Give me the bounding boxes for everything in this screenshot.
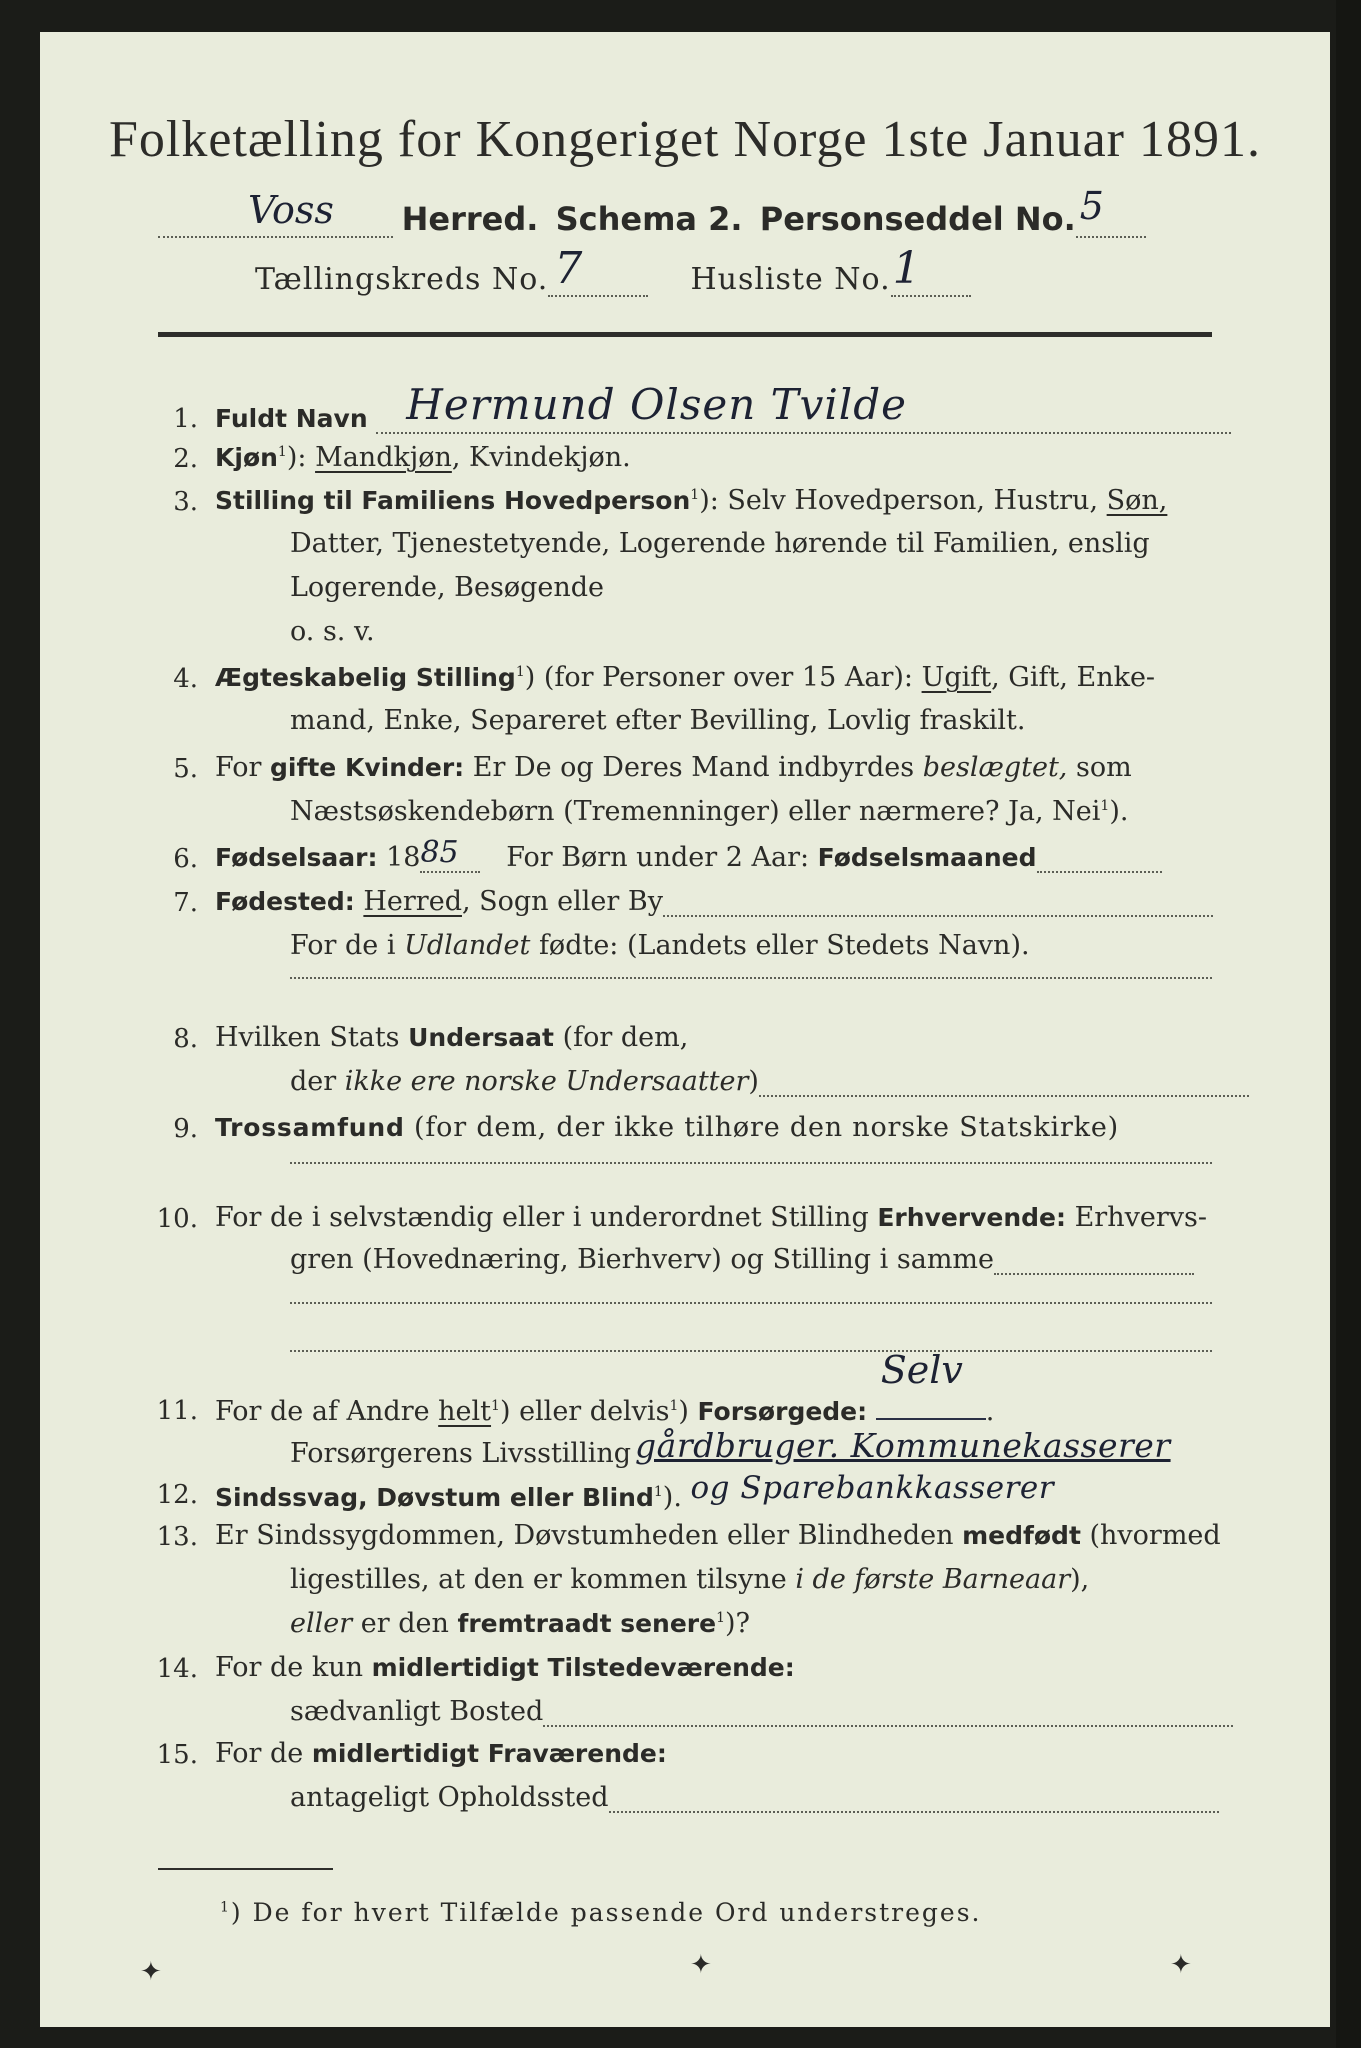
q6-row <box>215 835 1162 873</box>
q8-line2-a: der <box>290 1066 345 1097</box>
q8-number: 8. <box>173 1024 198 1054</box>
q14-line2 <box>290 1696 1233 1727</box>
q14-line2-text: sædvanligt Bosted <box>290 1696 544 1727</box>
dependent-value: Selv <box>880 1348 963 1392</box>
q6-number: 6. <box>173 844 198 874</box>
q8-line1-bold: Undersaat <box>408 1023 554 1052</box>
kreds-field[interactable] <box>548 243 648 297</box>
q12-text: ). <box>662 1482 682 1513</box>
q15-row <box>215 1738 667 1769</box>
q5-number: 5. <box>173 754 198 784</box>
kreds-value: 7 <box>554 243 584 294</box>
q4-line1: ) (for Personer over 15 Aar): <box>524 662 922 693</box>
q14-row <box>215 1652 795 1683</box>
dependent-field[interactable] <box>876 1348 986 1420</box>
birthplace-field[interactable] <box>663 891 1213 917</box>
q13-line1-a: Er Sindssygdommen, Døvstumheden eller Blindheden <box>215 1520 963 1551</box>
q8-line1-a: Hvilken Stats <box>215 1022 409 1053</box>
q13-line2-a: ligestilles, at den er kommen tilsyne <box>290 1564 796 1595</box>
q3-line3: Logerende, Besøgende <box>290 572 604 603</box>
q3-footnote-ref: 1 <box>690 487 700 503</box>
occupation-field-2[interactable] <box>290 1302 1212 1304</box>
personseddel-field[interactable] <box>1076 184 1146 238</box>
citizenship-field[interactable] <box>759 1071 1249 1097</box>
q13-line2 <box>290 1564 1089 1595</box>
q7-row <box>215 886 1213 917</box>
birth-year-field[interactable] <box>420 835 480 873</box>
q15-line2-text: antageligt Opholdssted <box>290 1782 609 1813</box>
q11-line1-bold: Forsørgede: <box>697 1397 868 1426</box>
q7-label: Fødested: <box>215 887 355 916</box>
footnote-text: ) De for hvert Tilfælde passende Ord understreges. <box>230 1898 982 1927</box>
personseddel-value: 5 <box>1079 184 1104 228</box>
q3-row <box>215 485 1167 516</box>
q4-label: Ægteskabelig Stilling <box>215 663 516 692</box>
q10-line1-bold: Erhvervende: <box>877 1203 1067 1232</box>
full-name-field[interactable] <box>376 380 1231 434</box>
q13-line3 <box>290 1608 750 1639</box>
kreds-line <box>255 243 971 297</box>
q1-number: 1. <box>173 404 198 434</box>
q10-number: 10. <box>156 1204 198 1234</box>
personseddel-label: Personseddel No. <box>759 200 1076 238</box>
registration-mark-center: ✦ <box>690 1950 712 1980</box>
q11-footnote-ref-2: 1 <box>669 1398 679 1414</box>
q7-number: 7. <box>173 888 198 918</box>
q2-text-b: , Kvindekjøn. <box>451 442 631 473</box>
q5-line2: Næstsøskendebørn (Tremenninger) eller nærmere? Ja, Nei$^1$). <box>290 796 1129 827</box>
husliste-field[interactable] <box>891 243 971 297</box>
option-mandkjon[interactable]: Mandkjøn <box>315 442 452 473</box>
q9-text: (for dem, der ikke tilhøre den norske Statskirke) <box>404 1112 1119 1143</box>
q11-line1-c: ) <box>678 1396 698 1427</box>
option-son[interactable]: Søn, <box>1106 485 1168 516</box>
q13-line3-b: )? <box>725 1608 751 1639</box>
option-herred[interactable]: Herred <box>363 886 462 917</box>
q14-number: 14. <box>156 1654 198 1684</box>
q4-row <box>215 662 1155 693</box>
q2-label: Kjøn <box>215 443 278 472</box>
q4-line2: mand, Enke, Separeret efter Bevilling, Lovlig fraskilt. <box>290 705 1026 736</box>
q15-line1-bold: midlertidigt Fraværende: <box>311 1739 667 1768</box>
scan-dark-edge <box>1336 0 1361 2048</box>
q15-number: 15. <box>156 1740 198 1770</box>
q5-footnote-ref: 1 <box>1100 798 1110 814</box>
q11-line1-a: For de af Andre <box>215 1396 439 1427</box>
q9-row <box>215 1112 1119 1143</box>
q7-line2 <box>290 930 1030 961</box>
q11-number: 11. <box>156 1396 198 1426</box>
q12-extra-value: og Sparebankkasserer <box>690 1470 1055 1506</box>
footnote-sup: 1 <box>220 1899 231 1916</box>
registration-mark-left: ✦ <box>140 1957 162 1987</box>
provider-occupation-field[interactable] <box>631 1426 1271 1465</box>
q2-number: 2. <box>173 444 198 474</box>
provider-occupation-value: gårdbruger. Kommunekasserer <box>635 1426 1171 1465</box>
q12-label: Sindssvag, Døvstum eller Blind <box>215 1483 654 1512</box>
option-ugift[interactable]: Ugift <box>921 662 992 693</box>
q13-footnote-ref: 1 <box>716 1610 726 1626</box>
q10-line1-a: For de i selvstændig eller i underordnet Stilling <box>215 1202 878 1233</box>
q5-line1-end: som <box>1067 752 1132 783</box>
q7-line2-b: fødte: (Landets eller Stedets Navn). <box>530 930 1030 961</box>
q12-row <box>215 1470 1055 1514</box>
q13-line3-italic: eller <box>290 1608 353 1639</box>
q2-text-a: ): <box>286 442 316 473</box>
kreds-label: Tællingskreds No. <box>255 262 549 297</box>
footnote <box>220 1898 981 1927</box>
q13-number: 13. <box>156 1522 198 1552</box>
birth-year-value: 85 <box>420 835 459 870</box>
q13-line1-b: (hvormed <box>1080 1520 1221 1551</box>
q5-label-b: gifte Kvinder: <box>270 753 465 782</box>
q4-number: 4. <box>173 664 198 694</box>
occupation-field-3[interactable] <box>290 1350 1212 1352</box>
q9-label: Trossamfund <box>215 1113 405 1142</box>
q13-line2-b: ), <box>1070 1564 1090 1595</box>
registration-mark-right: ✦ <box>1170 1950 1192 1980</box>
q11-line2-text: Forsørgerens Livsstilling <box>290 1438 632 1469</box>
religion-field[interactable] <box>290 1162 1212 1164</box>
q14-line1-a: For de kun <box>215 1652 372 1683</box>
header-rule <box>158 332 1212 337</box>
q11-line2 <box>290 1426 1271 1469</box>
q4-footnote-ref: 1 <box>515 664 525 680</box>
q12-number: 12. <box>156 1480 198 1510</box>
herred-line <box>158 184 1146 238</box>
q13-line3-bold: fremtraadt senere <box>457 1609 717 1638</box>
q3-line1: ): Selv Hovedperson, Hustru, <box>699 485 1099 516</box>
q6-text: For Børn under 2 Aar: <box>506 842 818 873</box>
q7-text: , Sogn eller By <box>461 886 663 917</box>
option-helt[interactable]: helt <box>438 1396 492 1427</box>
herred-field[interactable] <box>158 188 393 238</box>
q9-number: 9. <box>173 1114 198 1144</box>
husliste-label: Husliste No. <box>690 262 891 297</box>
birth-month-field[interactable] <box>1037 847 1162 873</box>
q6-prefix: 18 <box>377 842 421 873</box>
q8-line2 <box>290 1066 1249 1097</box>
q5-line1: Er De og Deres Mand indbyrdes <box>464 752 923 783</box>
q11-footnote-ref-1: 1 <box>491 1398 500 1414</box>
q14-line1-bold: midlertidigt Tilstedeværende: <box>371 1653 795 1682</box>
q13-line3-a: er den <box>352 1608 458 1639</box>
q2-row <box>215 442 631 473</box>
full-name-value: Hermund Olsen Tvilde <box>406 380 907 429</box>
footnote-rule <box>158 1868 333 1870</box>
q8-row <box>215 1022 688 1053</box>
foreign-birthplace-field[interactable] <box>290 977 1212 979</box>
q5-line2-text: Næstsøskendebørn (Tremenninger) eller nærmere? Ja, Nei <box>290 796 1101 827</box>
q13-line1-bold: medfødt <box>962 1521 1081 1550</box>
q11-row: For de af Andre helt$^1$) eller delvis$^1$) Forsørgede: Selv . <box>215 1348 995 1427</box>
q1-label: Fuldt Navn <box>215 404 368 433</box>
husliste-value: 1 <box>892 243 922 294</box>
temporary-residence-field[interactable] <box>609 1787 1219 1813</box>
q13-row <box>215 1520 1221 1551</box>
herred-label: Herred. <box>401 200 539 238</box>
q13-line2-italic: i de første Barneaar <box>795 1564 1071 1595</box>
q5-label-a: For <box>215 752 271 783</box>
herred-value: Voss <box>248 188 334 232</box>
q7-line2-italic: Udlandet <box>404 930 531 961</box>
schema-label: Schema 2. <box>555 200 743 238</box>
q2-footnote-ref: 1 <box>277 444 287 460</box>
q8-line2-b: ) <box>748 1066 759 1097</box>
q5-row <box>215 752 1132 783</box>
q10-line1-b: Erhvervs- <box>1066 1202 1207 1233</box>
q15-line2 <box>290 1782 1219 1813</box>
q10-row <box>215 1202 1207 1233</box>
q12-footnote-ref: 1 <box>653 1484 663 1500</box>
q6-label2: Fødselsmaaned <box>817 843 1037 872</box>
occupation-field[interactable] <box>994 1249 1194 1275</box>
q15-line1-a: For de <box>215 1738 312 1769</box>
q3-number: 3. <box>173 487 198 517</box>
form-title: Folketælling for Kongeriget Norge 1ste Januar 1891. <box>109 111 1261 168</box>
q6-label: Fødselsaar: <box>215 843 378 872</box>
q1-row <box>215 380 1231 434</box>
q4-line1b: , Gift, Enke- <box>991 662 1156 693</box>
q10-line2 <box>290 1244 1194 1275</box>
q3-label: Stilling til Familiens Hovedperson <box>215 486 691 515</box>
q11-line1-b: ) eller delvis <box>499 1396 670 1427</box>
q3-line4: o. s. v. <box>290 616 375 647</box>
q10-line2-text: gren (Hovednæring, Bierhverv) og Stilling i samme <box>290 1244 995 1275</box>
q5-line1-italic: beslægtet, <box>922 752 1068 783</box>
q8-line2-italic: ikke ere norske Undersaatter <box>344 1066 749 1097</box>
q7-line2-a: For de i <box>290 930 405 961</box>
usual-residence-field[interactable] <box>543 1701 1233 1727</box>
q3-line2: Datter, Tjenestetyende, Logerende hørende til Familien, enslig <box>290 528 1150 559</box>
q8-line1-b: (for dem, <box>553 1022 689 1053</box>
census-form-page <box>40 32 1330 2027</box>
